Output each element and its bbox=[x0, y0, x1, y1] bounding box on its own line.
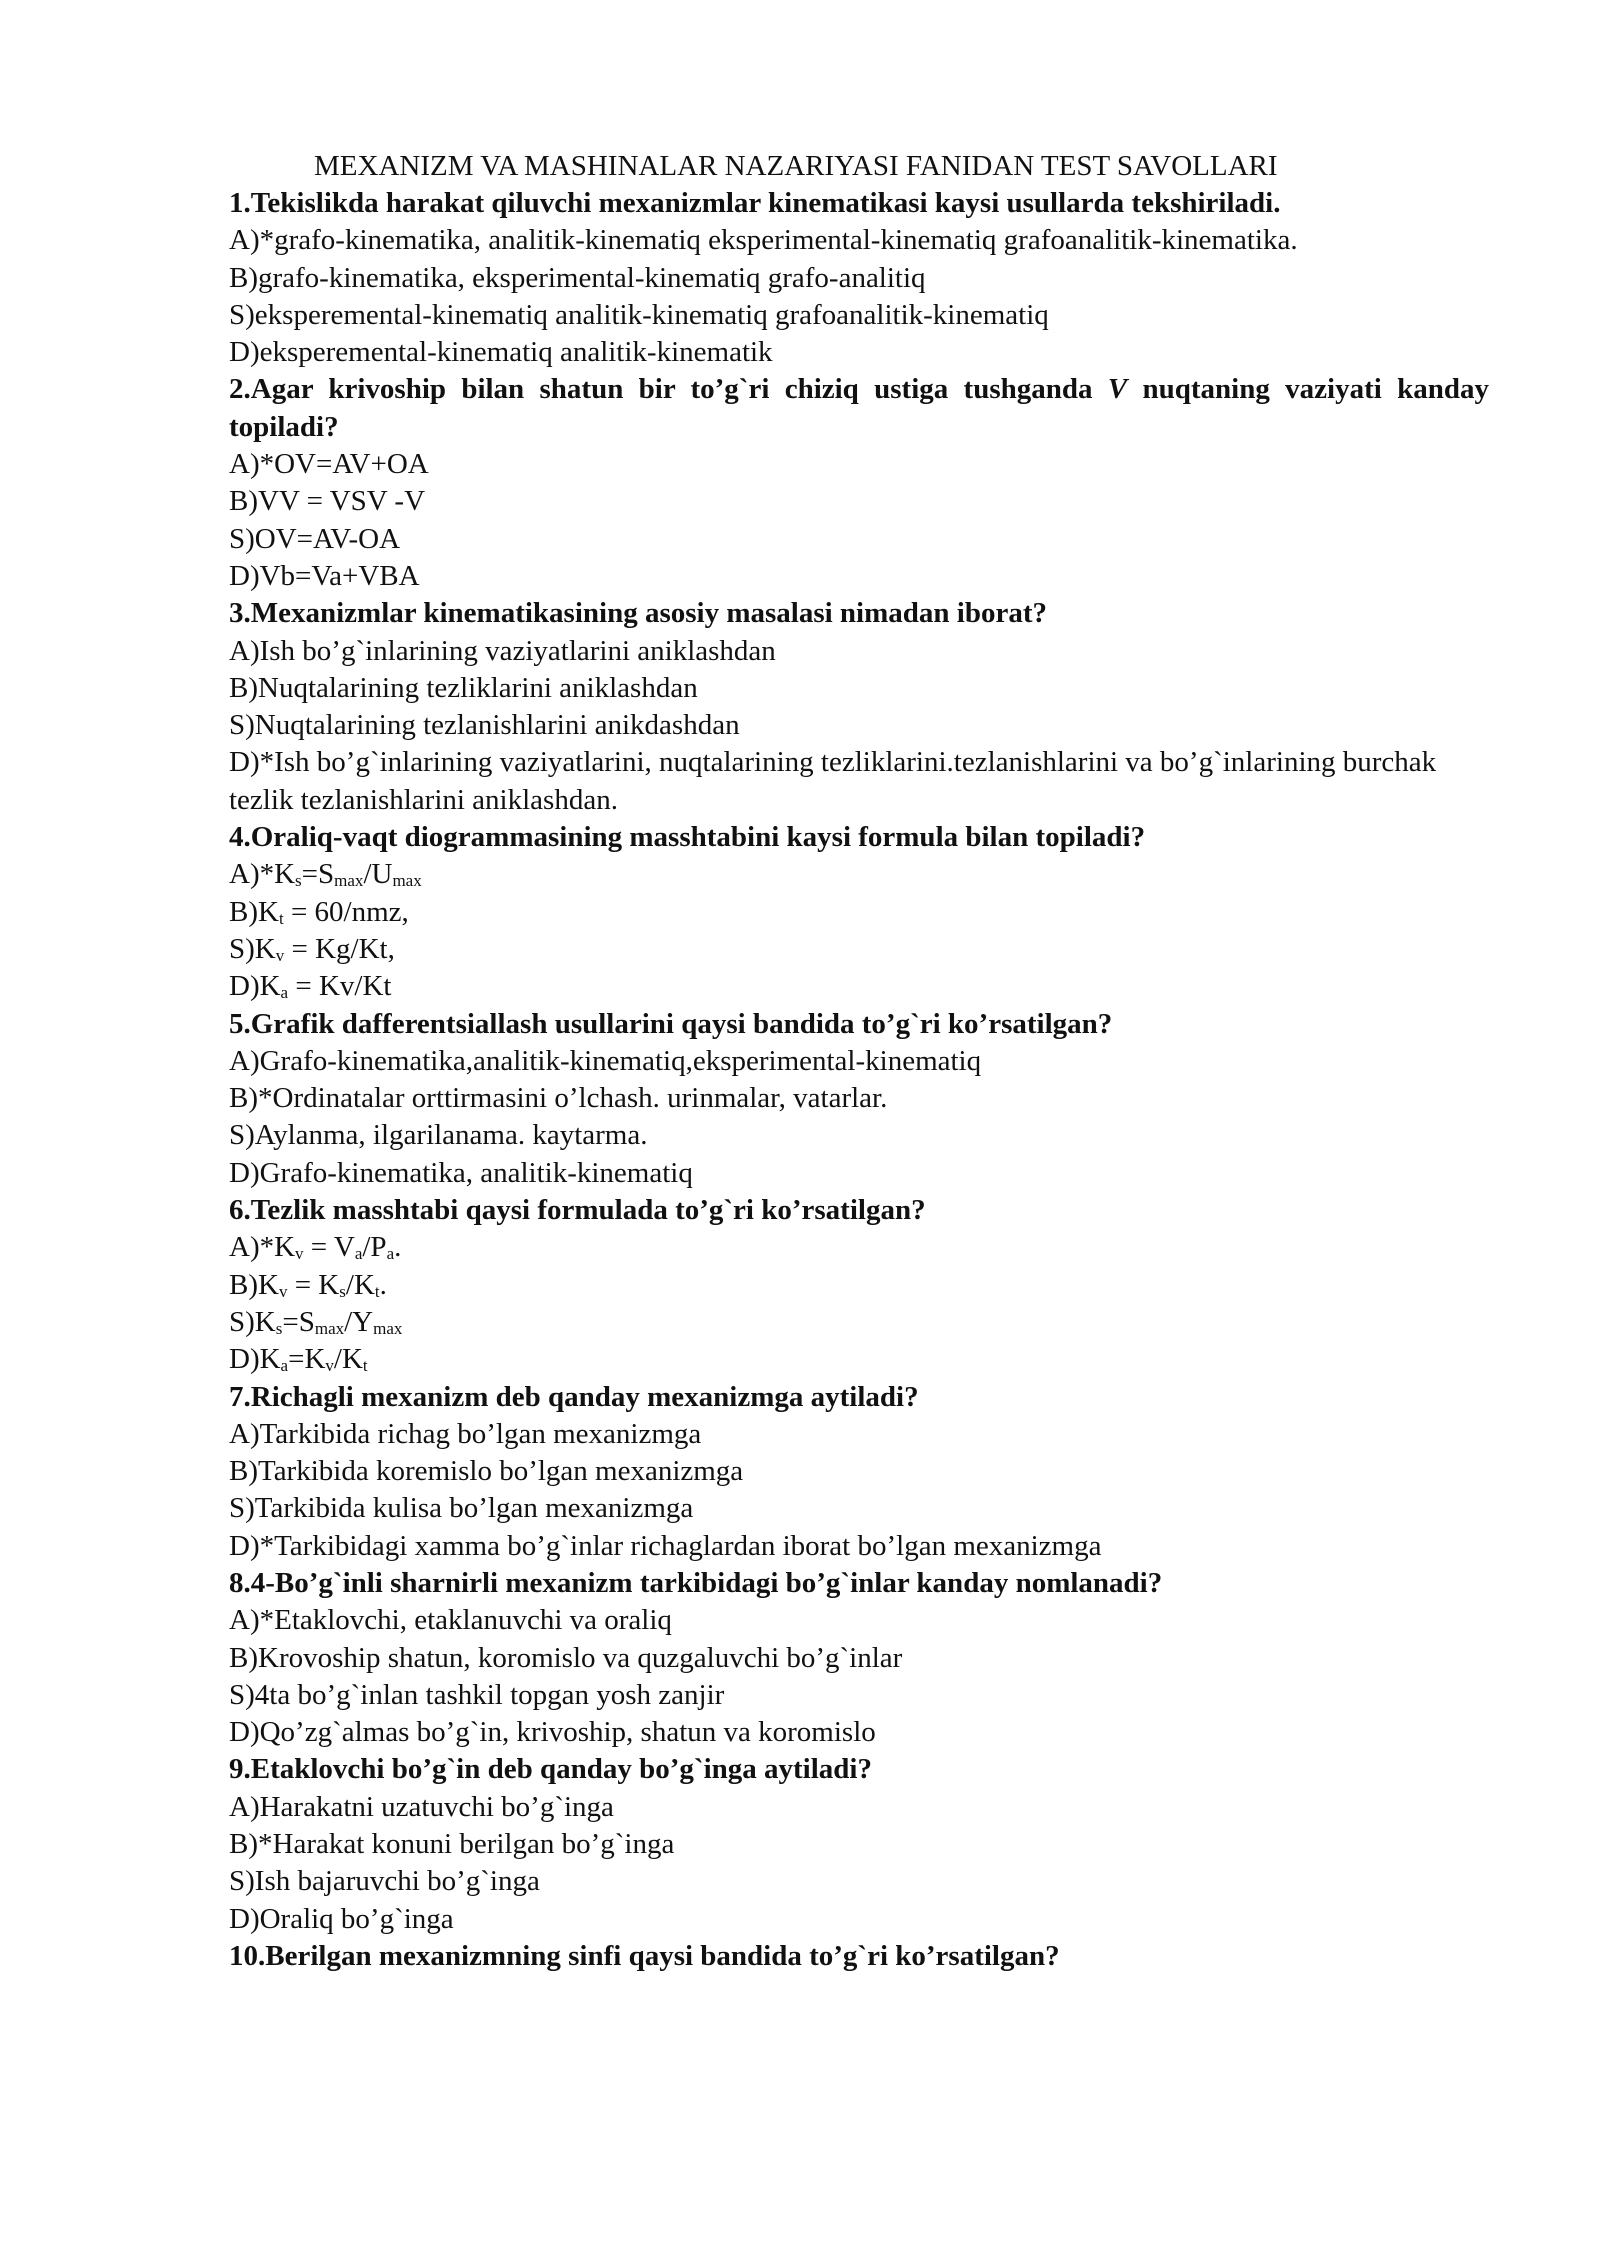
option-subscript: v bbox=[278, 1281, 288, 1301]
option-text: S)4ta bo’g`inlan tashkil topgan yosh zanjir bbox=[229, 1678, 725, 1711]
question-block bbox=[229, 1006, 1489, 1192]
option-subscript: t bbox=[362, 1356, 368, 1376]
question-block bbox=[229, 819, 1489, 1005]
answer-option bbox=[229, 297, 1489, 334]
option-text: A)Harakatni uzatuvchi bo’g`inga bbox=[229, 1790, 614, 1823]
option-text: B)VV = VSV -V bbox=[229, 485, 426, 518]
answer-option bbox=[229, 1453, 1489, 1490]
option-subscript: a bbox=[280, 983, 289, 1003]
option-text: /U bbox=[363, 858, 393, 891]
answer-option bbox=[229, 558, 1489, 595]
answer-option bbox=[229, 707, 1489, 744]
option-text: A)*K bbox=[229, 1231, 296, 1264]
option-text: D)*Tarkibidagi xamma bo’g`inlar richaglardan iborat bo’lgan mexanizmga bbox=[229, 1529, 1102, 1562]
answer-option bbox=[229, 483, 1489, 520]
option-text: =S bbox=[301, 858, 335, 891]
option-text: = 60/nmz, bbox=[283, 895, 409, 928]
question-text: 8.4-Bo’g`inli sharnirli mexanizm tarkibidagi bo’g`inlar kanday nomlanadi? bbox=[229, 1566, 1163, 1599]
answer-option bbox=[229, 1080, 1489, 1117]
option-text: A)Tarkibida richag bo’lgan mexanizmga bbox=[229, 1417, 702, 1450]
option-text: D)K bbox=[229, 970, 281, 1003]
option-text: A)*OV=AV+OA bbox=[229, 448, 429, 481]
option-text: = Kg/Kt, bbox=[284, 932, 395, 965]
answer-option bbox=[229, 1155, 1489, 1192]
answer-option bbox=[229, 968, 1489, 1005]
option-text: D)Qo’zg`almas bo’g`in, krivoship, shatun va koromislo bbox=[229, 1716, 876, 1749]
variable-v: V bbox=[1107, 373, 1128, 406]
option-text: A)Grafo-kinematika,analitik-kinematiq,eksperimental-kinematiq bbox=[229, 1044, 982, 1077]
answer-option bbox=[229, 1640, 1489, 1677]
option-subscript: max bbox=[373, 1318, 403, 1338]
option-subscript: max bbox=[334, 871, 364, 891]
option-subscript: a bbox=[354, 1244, 363, 1264]
question-text: 4.Oraliq-vaqt diogrammasining masshtabini kaysi formula bilan topiladi? bbox=[229, 821, 1146, 854]
option-text: S)Tarkibida kulisa bo’lgan mexanizmga bbox=[229, 1492, 694, 1525]
answer-options bbox=[229, 446, 1489, 595]
answer-option bbox=[229, 222, 1489, 259]
option-text: =K bbox=[288, 1343, 326, 1376]
answer-option bbox=[229, 633, 1489, 670]
question-block bbox=[229, 1379, 1489, 1565]
option-text: A)*grafo-kinematika, analitik-kinematiq eksperimental-kinematiq grafoanalitik-kinematika. bbox=[229, 224, 1298, 257]
question-text: 9.Etaklovchi bo’g`in deb qanday bo’g`inga aytiladi? bbox=[229, 1753, 872, 1786]
option-text: A)*K bbox=[229, 858, 296, 891]
option-subscript: max bbox=[314, 1318, 345, 1338]
question-text: 1.Tekislikda harakat qiluvchi mexanizmlar kinematikasi kaysi usullarda tekshiriladi. bbox=[229, 187, 1281, 219]
option-text: = K bbox=[287, 1268, 340, 1301]
question-block bbox=[229, 1938, 1489, 1975]
answer-option bbox=[229, 856, 1489, 893]
option-subscript: s bbox=[275, 1318, 283, 1338]
answer-option bbox=[229, 931, 1489, 968]
option-subscript: v bbox=[295, 1244, 304, 1264]
option-text: B)Krovoship shatun, koromislo va quzgaluvchi bo’g`inlar bbox=[229, 1641, 903, 1674]
option-text: D)*Ish bo’g`inlarining vaziyatlarini, nuqtalarining tezliklarini.tezlanishlarini va bo’g`inlarining burchak tezlik tezlanishlarini aniklashdan. bbox=[229, 746, 1437, 816]
option-subscript: t bbox=[374, 1281, 380, 1301]
option-text: /K bbox=[345, 1268, 375, 1301]
answer-option bbox=[229, 1826, 1489, 1863]
option-subscript: t bbox=[278, 908, 284, 928]
answer-option bbox=[229, 1267, 1489, 1304]
answer-options bbox=[229, 1229, 1489, 1378]
question-block bbox=[229, 185, 1489, 371]
question-text: 6.Tezlik masshtabi qaysi formulada to’g`ri ko’rsatilgan? bbox=[229, 1194, 926, 1227]
option-text: S)Ish bajaruvchi bo’g`inga bbox=[229, 1865, 540, 1898]
option-text: /Y bbox=[344, 1305, 374, 1338]
question-text: 10.Berilgan mexanizmning sinfi qaysi bandida to’g`ri ko’rsatilgan? bbox=[229, 1939, 1060, 1972]
option-subscript: v bbox=[325, 1356, 334, 1376]
option-text: A)*Etaklovchi, etaklanuvchi va oraliq bbox=[229, 1604, 672, 1637]
option-text: D)K bbox=[229, 1343, 281, 1376]
answer-options bbox=[229, 1602, 1489, 1751]
answer-options bbox=[229, 633, 1489, 819]
option-text: S)K bbox=[229, 1305, 276, 1338]
option-text: A)Ish bo’g`inlarining vaziyatlarini aniklashdan bbox=[229, 634, 776, 667]
option-text: B)*Ordinatalar orttirmasini o’lchash. urinmalar, vatarlar. bbox=[229, 1082, 888, 1115]
question-text: 3.Mexanizmlar kinematikasining asosiy masalasi nimadan iborat? bbox=[229, 597, 1047, 630]
option-subscript: a bbox=[386, 1244, 395, 1264]
answer-option bbox=[229, 334, 1489, 371]
option-text: /K bbox=[333, 1343, 363, 1376]
question-block bbox=[229, 1751, 1489, 1937]
answer-options bbox=[229, 1416, 1489, 1565]
option-subscript: max bbox=[392, 871, 422, 891]
answer-option bbox=[229, 1416, 1489, 1453]
answer-options bbox=[229, 222, 1489, 371]
option-text: =S bbox=[282, 1305, 315, 1338]
option-text: B)Tarkibida koremislo bo’lgan mexanizmga bbox=[229, 1455, 744, 1488]
answer-options bbox=[229, 1043, 1489, 1192]
answer-option bbox=[229, 1714, 1489, 1751]
option-text: S)K bbox=[229, 932, 276, 965]
option-text: S)eksperemental-kinematiq analitik-kinematiq grafoanalitik-kinematiq bbox=[229, 298, 1049, 331]
option-text: B)K bbox=[229, 895, 279, 928]
answer-option bbox=[229, 1304, 1489, 1341]
option-text: D)eksperemental-kinematiq analitik-kinematik bbox=[229, 336, 773, 369]
answer-option bbox=[229, 1341, 1489, 1378]
question-text: 7.Richagli mexanizm deb qanday mexanizmga aytiladi? bbox=[229, 1380, 919, 1413]
question-block bbox=[229, 1192, 1489, 1378]
answer-option bbox=[229, 260, 1489, 297]
option-text: . bbox=[394, 1231, 402, 1264]
option-text: B)grafo-kinematika, eksperimental-kinematiq grafo-analitiq bbox=[229, 261, 926, 294]
option-text: D)Vb=Va+VBA bbox=[229, 559, 420, 592]
document-title: MEXANIZM VA MASHINALAR NAZARIYASI FANIDAN TEST SAVOLLARI bbox=[314, 150, 1278, 182]
option-text: . bbox=[379, 1268, 387, 1301]
document-body bbox=[229, 147, 1489, 1975]
option-text: = Kv/Kt bbox=[288, 970, 392, 1003]
answer-option bbox=[229, 1863, 1489, 1900]
answer-option bbox=[229, 1677, 1489, 1714]
option-subscript: s bbox=[295, 871, 302, 891]
option-text: D)Oraliq bo’g`inga bbox=[229, 1902, 454, 1935]
option-text: S)Nuqtalarining tezlanishlarini anikdashdan bbox=[229, 709, 740, 742]
answer-option bbox=[229, 1528, 1489, 1565]
answer-option bbox=[229, 521, 1489, 558]
answer-option bbox=[229, 1229, 1489, 1266]
question-block bbox=[229, 595, 1489, 819]
option-text: S)Aylanma, ilgarilanama. kaytarma. bbox=[229, 1119, 648, 1152]
question-block bbox=[229, 371, 1489, 595]
option-text: B)K bbox=[229, 1268, 279, 1301]
option-text: B)*Harakat konuni berilgan bo’g`inga bbox=[229, 1828, 675, 1861]
answer-option bbox=[229, 1117, 1489, 1154]
question-text: 2.Agar krivoship bilan shatun bir to’g`ri chiziq ustiga tushganda V nuqtaning vaziyati kanday topiladi? bbox=[229, 373, 1490, 443]
answer-option bbox=[229, 1789, 1489, 1826]
option-subscript: v bbox=[275, 945, 285, 965]
option-text: B)Nuqtalarining tezliklarini aniklashdan bbox=[229, 671, 698, 704]
answer-option bbox=[229, 1602, 1489, 1639]
answer-option bbox=[229, 1043, 1489, 1080]
option-subscript: s bbox=[339, 1281, 346, 1301]
option-text: /P bbox=[362, 1231, 387, 1264]
option-text: S)OV=AV-OA bbox=[229, 522, 401, 555]
question-block bbox=[229, 1565, 1489, 1751]
question-list bbox=[229, 185, 1489, 1975]
question-text: 5.Grafik dafferentsiallash usullarini qaysi bandida to’g`ri ko’rsatilgan? bbox=[229, 1007, 1113, 1040]
answer-option bbox=[229, 1901, 1489, 1938]
answer-options bbox=[229, 1789, 1489, 1938]
answer-option bbox=[229, 894, 1489, 931]
answer-option bbox=[229, 1490, 1489, 1527]
answer-options bbox=[229, 856, 1489, 1005]
option-subscript: a bbox=[280, 1356, 289, 1376]
answer-option bbox=[229, 670, 1489, 707]
option-text: = V bbox=[303, 1231, 355, 1264]
answer-option bbox=[229, 744, 1489, 819]
answer-option bbox=[229, 446, 1489, 483]
option-text: D)Grafo-kinematika, analitik-kinematiq bbox=[229, 1156, 693, 1189]
